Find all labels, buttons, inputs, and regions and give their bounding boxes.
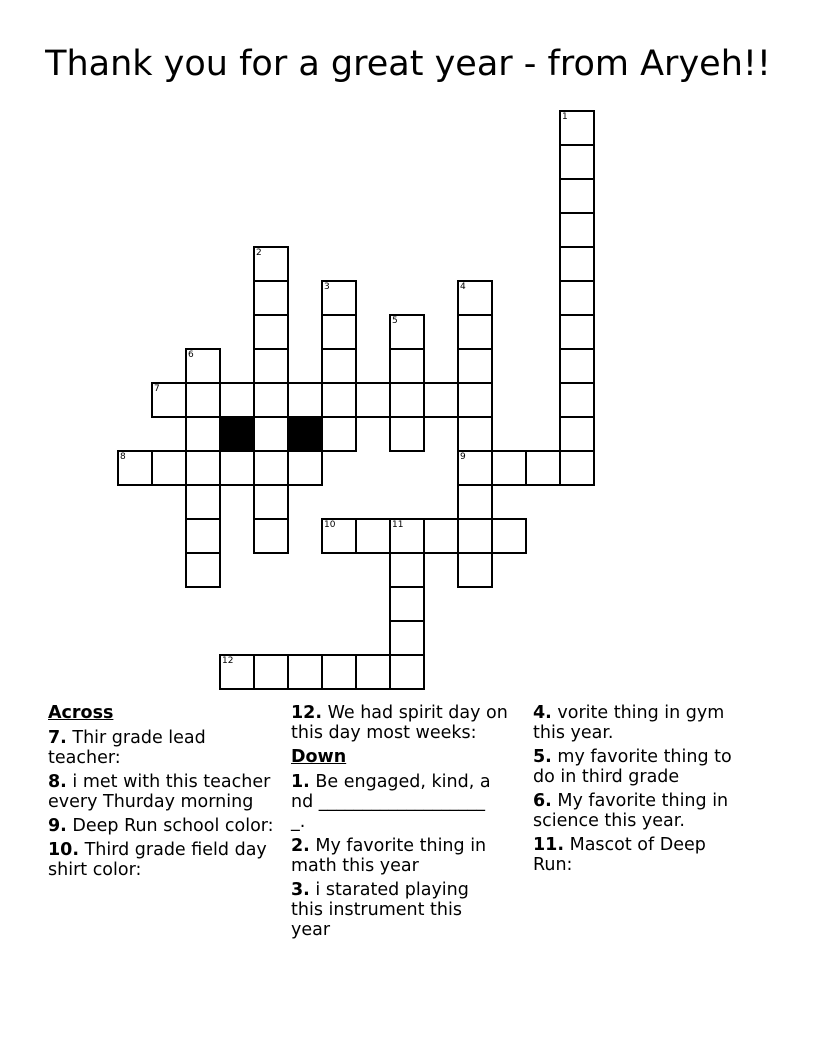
clue-number: 11 xyxy=(392,520,404,530)
grid-cell[interactable] xyxy=(491,518,527,554)
grid-cell[interactable] xyxy=(389,518,425,554)
grid-cell[interactable] xyxy=(321,314,357,350)
grid-cell[interactable] xyxy=(185,552,221,588)
grid-cell[interactable] xyxy=(559,246,595,282)
grid-cell[interactable] xyxy=(253,280,289,316)
clue-number: 6 xyxy=(188,350,194,360)
grid-cell[interactable] xyxy=(559,212,595,248)
grid-cell[interactable] xyxy=(321,654,357,690)
grid-cell[interactable] xyxy=(423,382,459,418)
down-heading: Down xyxy=(291,747,347,767)
clues-column-3 xyxy=(533,703,753,879)
grid-cell[interactable] xyxy=(287,382,323,418)
clue-down-3: 3. i starated playing this instrument this year xyxy=(291,880,469,940)
grid-cell[interactable] xyxy=(253,382,289,418)
grid-cell[interactable] xyxy=(321,280,357,316)
grid-cell[interactable] xyxy=(457,280,493,316)
grid-cell[interactable] xyxy=(253,246,289,282)
grid-cell[interactable] xyxy=(219,450,255,486)
clue-number: 5 xyxy=(392,316,398,326)
grid-cell[interactable] xyxy=(185,518,221,554)
grid-cell[interactable] xyxy=(389,586,425,622)
grid-cell[interactable] xyxy=(457,450,493,486)
grid-cell[interactable] xyxy=(389,620,425,656)
grid-cell[interactable] xyxy=(559,348,595,384)
grid-cell[interactable] xyxy=(457,518,493,554)
grid-cell[interactable] xyxy=(559,280,595,316)
clue-number: 10 xyxy=(324,520,336,530)
clue-down-6: 6. My favorite thing in science this year. xyxy=(533,791,729,831)
black-square xyxy=(219,416,255,452)
grid-cell[interactable] xyxy=(321,518,357,554)
clue-across-9: 9. Deep Run school color: xyxy=(48,816,274,836)
clue-number: 8 xyxy=(120,452,126,462)
clue-down-5: 5. my favorite thing to do in third grade xyxy=(533,747,732,787)
grid-cell[interactable] xyxy=(287,654,323,690)
clue-down-1: 1. Be engaged, kind, and ____________________. xyxy=(291,772,491,832)
clue-down-2: 2. My favorite thing in math this year xyxy=(291,836,487,876)
clue-across-7: 7. Thir grade lead teacher: xyxy=(48,728,206,768)
clue-number: 12 xyxy=(222,656,234,666)
clue-across-12: 12. We had spirit day on this day most weeks: xyxy=(291,703,508,743)
grid-cell[interactable] xyxy=(185,348,221,384)
page-title: Thank you for a great year - from Aryeh!! xyxy=(45,44,771,84)
grid-cell[interactable] xyxy=(355,654,391,690)
grid-cell[interactable] xyxy=(219,382,255,418)
grid-cell[interactable] xyxy=(457,348,493,384)
grid-cell[interactable] xyxy=(423,518,459,554)
grid-cell[interactable] xyxy=(559,314,595,350)
grid-cell[interactable] xyxy=(559,416,595,452)
grid-cell[interactable] xyxy=(219,654,255,690)
grid-cell[interactable] xyxy=(253,450,289,486)
grid-cell[interactable] xyxy=(559,178,595,214)
black-square xyxy=(287,416,323,452)
grid-cell[interactable] xyxy=(253,348,289,384)
grid-cell[interactable] xyxy=(389,314,425,350)
clue-across-10: 10. Third grade field day shirt color: xyxy=(48,840,267,880)
grid-cell[interactable] xyxy=(253,518,289,554)
clue-number: 4 xyxy=(460,282,466,292)
grid-cell[interactable] xyxy=(355,518,391,554)
clues-column-2 xyxy=(291,703,529,944)
grid-cell[interactable] xyxy=(117,450,153,486)
grid-cell[interactable] xyxy=(559,144,595,180)
grid-cell[interactable] xyxy=(457,552,493,588)
grid-cell[interactable] xyxy=(491,450,527,486)
clue-number: 1 xyxy=(562,112,568,122)
grid-cell[interactable] xyxy=(559,450,595,486)
grid-cell[interactable] xyxy=(457,382,493,418)
across-heading: Across xyxy=(48,703,114,723)
clue-down-4: 4. vorite thing in gym this year. xyxy=(533,703,725,743)
grid-cell[interactable] xyxy=(253,416,289,452)
clue-number: 7 xyxy=(154,384,160,394)
clue-number: 9 xyxy=(460,452,466,462)
grid-cell[interactable] xyxy=(151,382,187,418)
grid-cell[interactable] xyxy=(457,416,493,452)
clue-number: 3 xyxy=(324,282,330,292)
grid-cell[interactable] xyxy=(389,654,425,690)
grid-cell[interactable] xyxy=(389,416,425,452)
grid-cell[interactable] xyxy=(321,348,357,384)
clue-across-8: 8. i met with this teacher every Thurday morning xyxy=(48,772,271,812)
grid-cell[interactable] xyxy=(389,552,425,588)
grid-cell[interactable] xyxy=(559,382,595,418)
grid-cell[interactable] xyxy=(185,450,221,486)
grid-cell[interactable] xyxy=(253,654,289,690)
grid-cell[interactable] xyxy=(185,416,221,452)
grid-cell[interactable] xyxy=(321,382,357,418)
grid-cell[interactable] xyxy=(457,314,493,350)
grid-cell[interactable] xyxy=(389,348,425,384)
clue-number: 2 xyxy=(256,248,262,258)
grid-cell[interactable] xyxy=(355,382,391,418)
grid-cell[interactable] xyxy=(253,484,289,520)
grid-cell[interactable] xyxy=(389,382,425,418)
grid-cell[interactable] xyxy=(253,314,289,350)
clues-column-1 xyxy=(48,703,278,884)
grid-cell[interactable] xyxy=(185,484,221,520)
grid-cell[interactable] xyxy=(457,484,493,520)
grid-cell[interactable] xyxy=(287,450,323,486)
grid-cell[interactable] xyxy=(151,450,187,486)
grid-cell[interactable] xyxy=(185,382,221,418)
grid-cell[interactable] xyxy=(525,450,561,486)
grid-cell[interactable] xyxy=(321,416,357,452)
clue-down-11: 11. Mascot of Deep Run: xyxy=(533,835,706,875)
grid-cell[interactable] xyxy=(559,110,595,146)
